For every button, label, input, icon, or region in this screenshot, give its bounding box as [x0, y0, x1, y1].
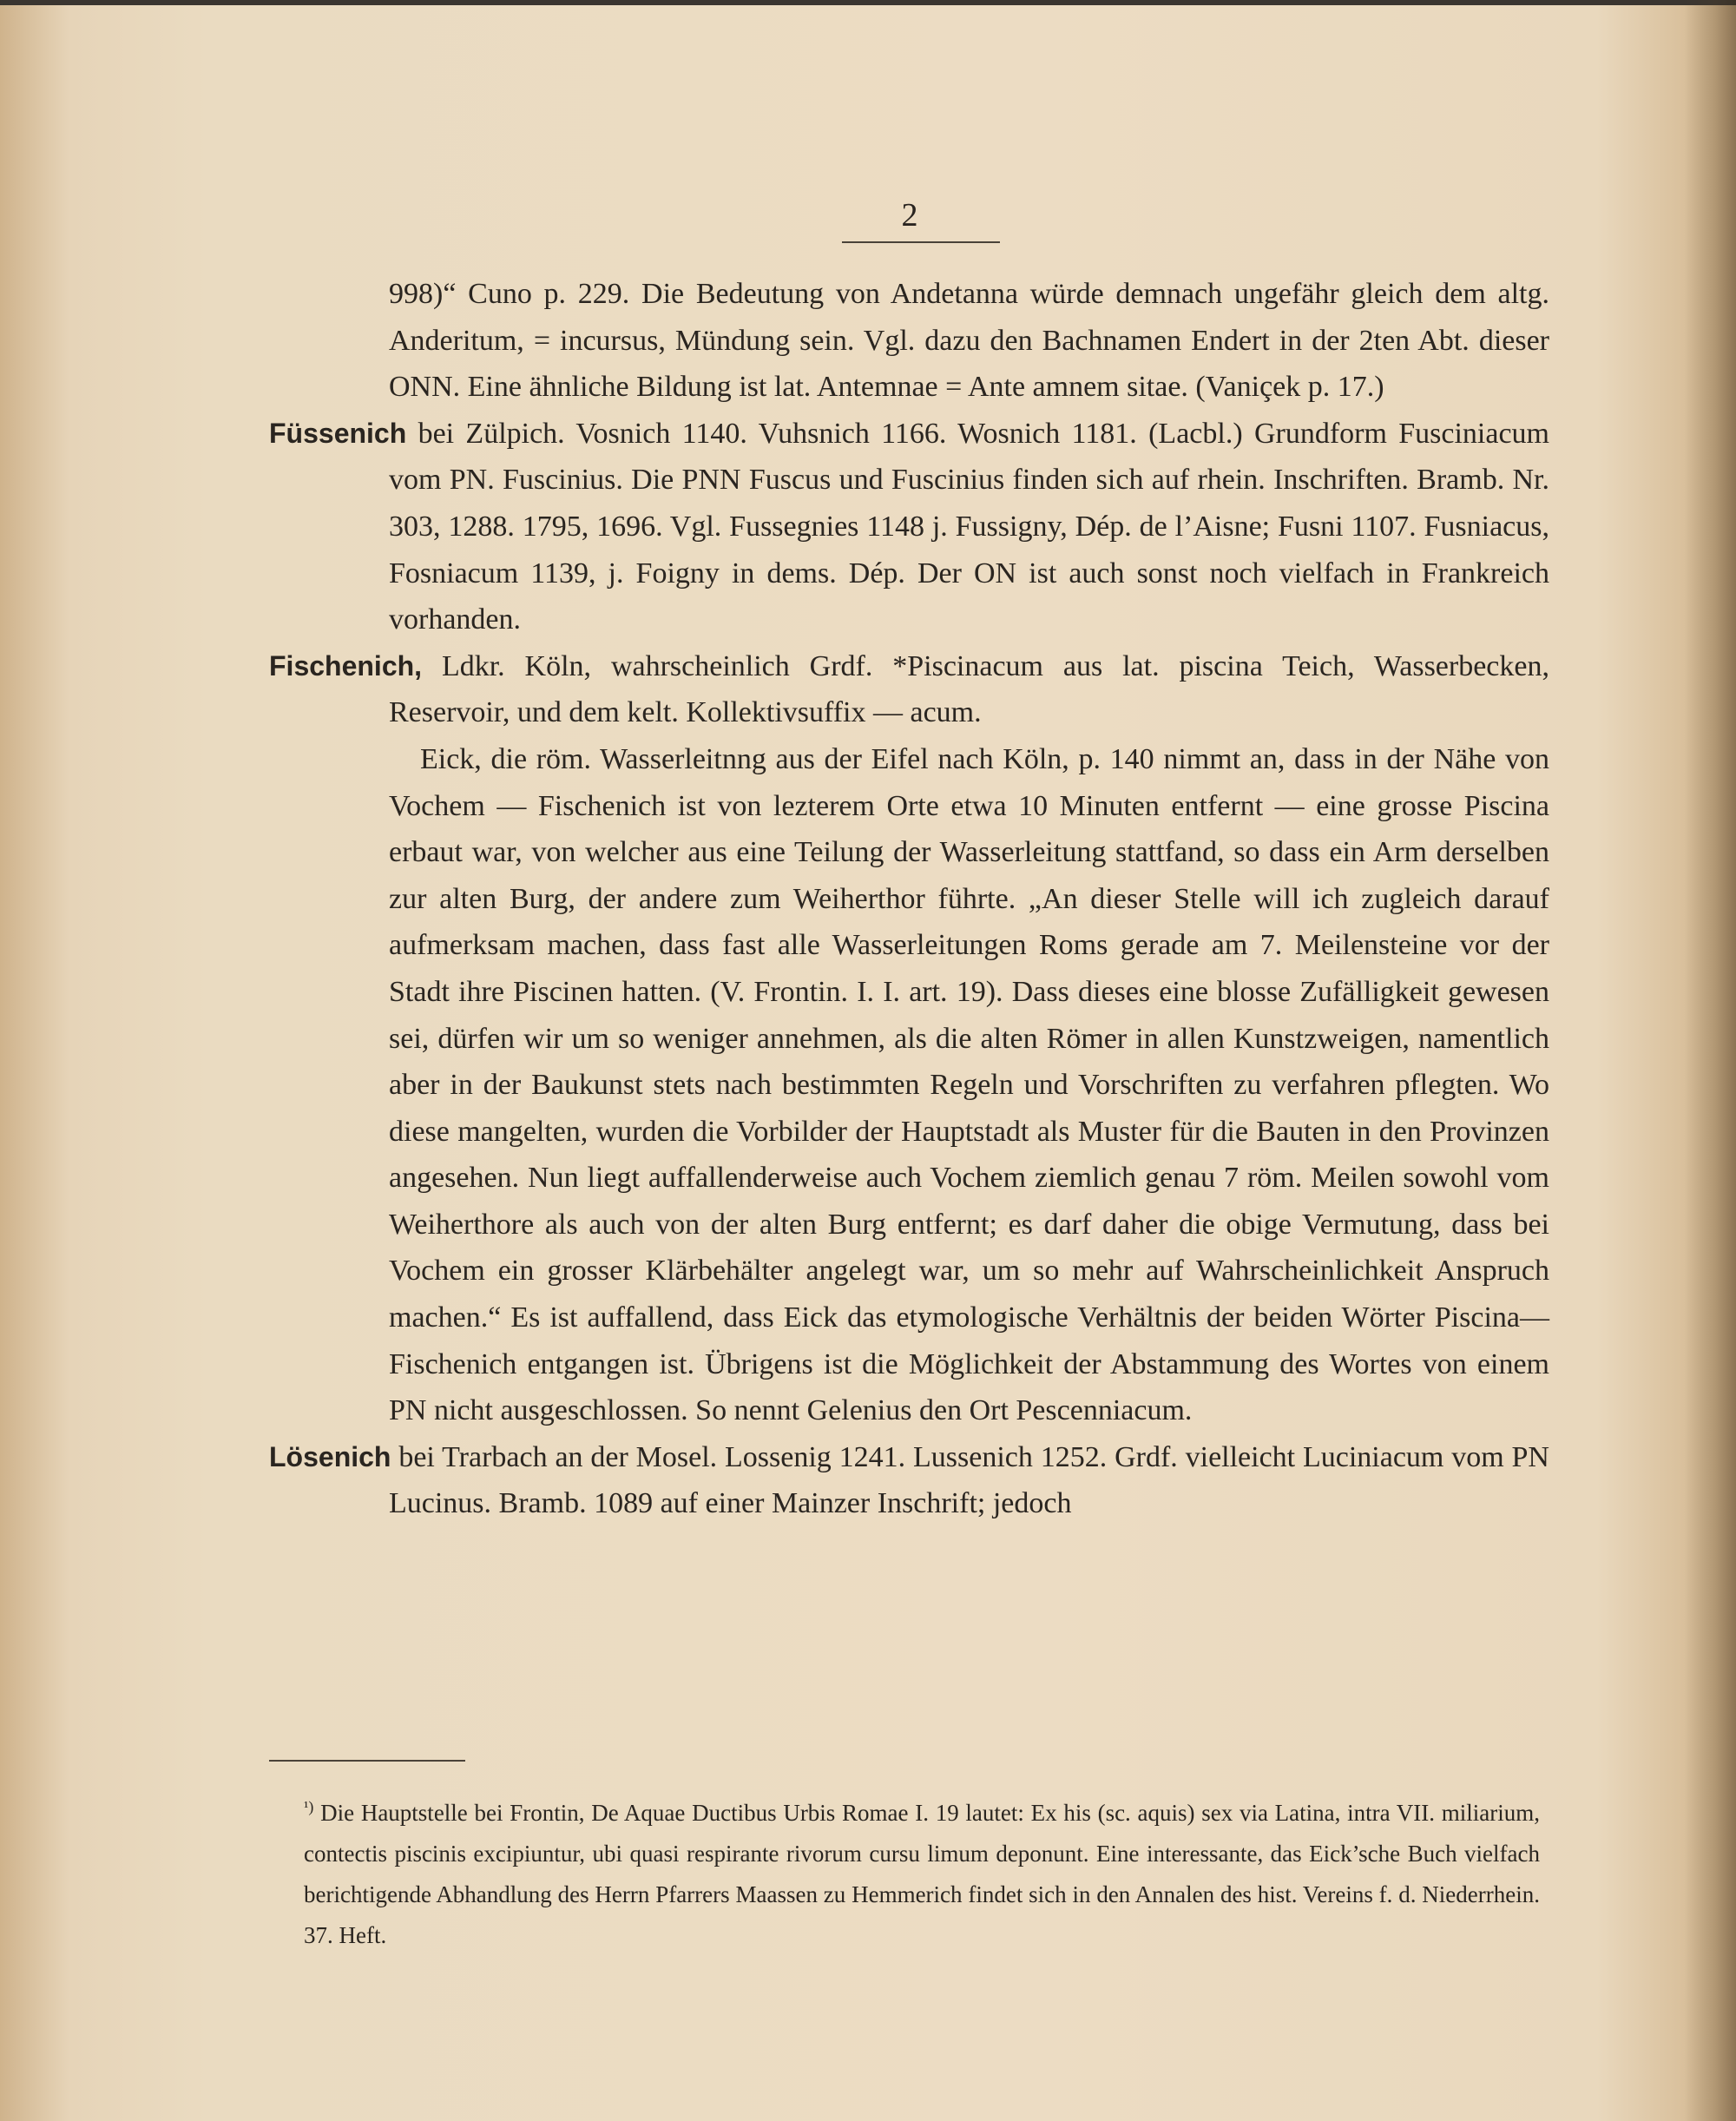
entry-text: bei Zülpich. Vosnich 1140. Vuhsnich 1166. Wosnich 1181. (Lacbl.) Grundform Fusciniacum vom PN. Fuscinius. Die PNN Fuscus und Fuscinius finden sich auf rhein. Inschriften. Bramb. Nr. 303, 1288. 1795, 1696. Vgl. Fussegnies 1148 j. Fussigny, Dép. de l’Aisne; Fusni 1107. Fusniacus, Fosniacum 1139, j. Foigny in dems. Dép. Der ON ist auch sonst noch vielfach in Frankreich vorhanden. [389, 417, 1549, 636]
page-number-rule [842, 241, 1000, 243]
page-number: 2 [901, 197, 918, 234]
entry-fischenich-paragraph: Eick, die röm. Wasserleitnng aus der Eifel nach Köln, p. 140 nimmt an, dass in der Nähe von Vochem — Fischenich ist von lezterem Orte etwa 10 Minuten entfernt — eine grosse Piscina erbaut war, von welcher aus eine Teilung der Wasserleitung stattfand, so dass ein Arm derselben zur alten Burg, der andere zum Weiherthor führte. „An dieser Stelle will ich zugleich darauf aufmerksam machen, dass fast alle Wasserleitungen Roms gerade am 7. Meilensteine vor der Stadt ihre Piscinen hatten. (V. Frontin. I. I. art. 19). Dass dieses eine blosse Zufälligkeit gewesen sei, dürfen wir um so weniger annehmen, als die alten Römer in allen Kunstzweigen, namentlich aber in der Baukunst stets nach bestimmten Regeln und Vorschriften zu verfahren pflegten. Wo diese mangelten, wurden die Vorbilder der Hauptstadt als Muster für die Bauten in den Provinzen angesehen. Nun liegt auffallenderweise auch Vochem ziemlich genau 7 röm. Meilen sowohl vom Weiherthore als auch von der alten Burg entfernt; es darf daher die obige Vermutung, dass bei Vochem ein grosser Klärbehälter angelegt war, um so mehr auf Wahrscheinlichkeit Anspruch machen.“ Es ist auffallend, dass Eick das etymologische Verhältnis der beiden Wörter Piscina—Fischenich entgangen ist. Übrigens ist die Möglichkeit der Abstammung des Wortes von einem PN nicht ausgeschlossen. So nennt Gelenius den Ort Pescenniacum. [389, 742, 1549, 1427]
entry-headword: Fischenich, [269, 649, 423, 682]
page-top-edge [0, 0, 1736, 5]
main-text [269, 271, 1549, 1527]
entry-headword: Lösenich [269, 1440, 391, 1472]
entry-headword: Füssenich [269, 417, 407, 449]
entry-text: Ldkr. Köln, wahrscheinlich Grdf. *Piscinacum aus lat. piscina Teich, Wasserbecken, Reservoir, und dem kelt. Kollektivsuffix — acum. [389, 649, 1549, 729]
entry-loesenich [269, 1434, 1549, 1527]
footnote [304, 1787, 1540, 1956]
page-binding-shadow [1684, 0, 1736, 2121]
entry-text: bei Trarbach an der Mosel. Lossenig 1241. Lussenich 1252. Grdf. vielleicht Luciniacum vom PN Lucinus. Bramb. 1089 auf einer Mainzer Inschrift; jedoch [389, 1440, 1549, 1520]
entry-fischenich [269, 643, 1549, 736]
footnote-rule [269, 1760, 465, 1762]
footnote-text: Die Hauptstelle bei Frontin, De Aquae Ductibus Urbis Romae I. 19 lautet: Ex his (sc. aquis) sex via Latina, intra VII. miliarium, contectis piscinis excipiuntur, ubi quasi respirante rivorum cursu limum deponunt. Eine interessante, das Eick’sche Buch vielfach berichtigende Abhandlung des Herrn Pfarrers Maassen zu Hemmerich findet sich in den Annalen des hist. Vereins f. d. Niederrhein. 37. Heft. [304, 1800, 1540, 1948]
continuation-paragraph: 998)“ Cuno p. 229. Die Bedeutung von Andetanna würde demnach ungefähr gleich dem altg. Anderitum, = incursus, Mündung sein. Vgl. dazu den Bachnamen Endert in der 2ten Abt. dieser ONN. Eine ähnliche Bildung ist lat. Antemnae = Ante amnem sitae. (Vaniçek p. 17.) [389, 278, 1549, 404]
footnote-marker: ¹) [304, 1798, 314, 1815]
entry-fuessenich [269, 411, 1549, 643]
